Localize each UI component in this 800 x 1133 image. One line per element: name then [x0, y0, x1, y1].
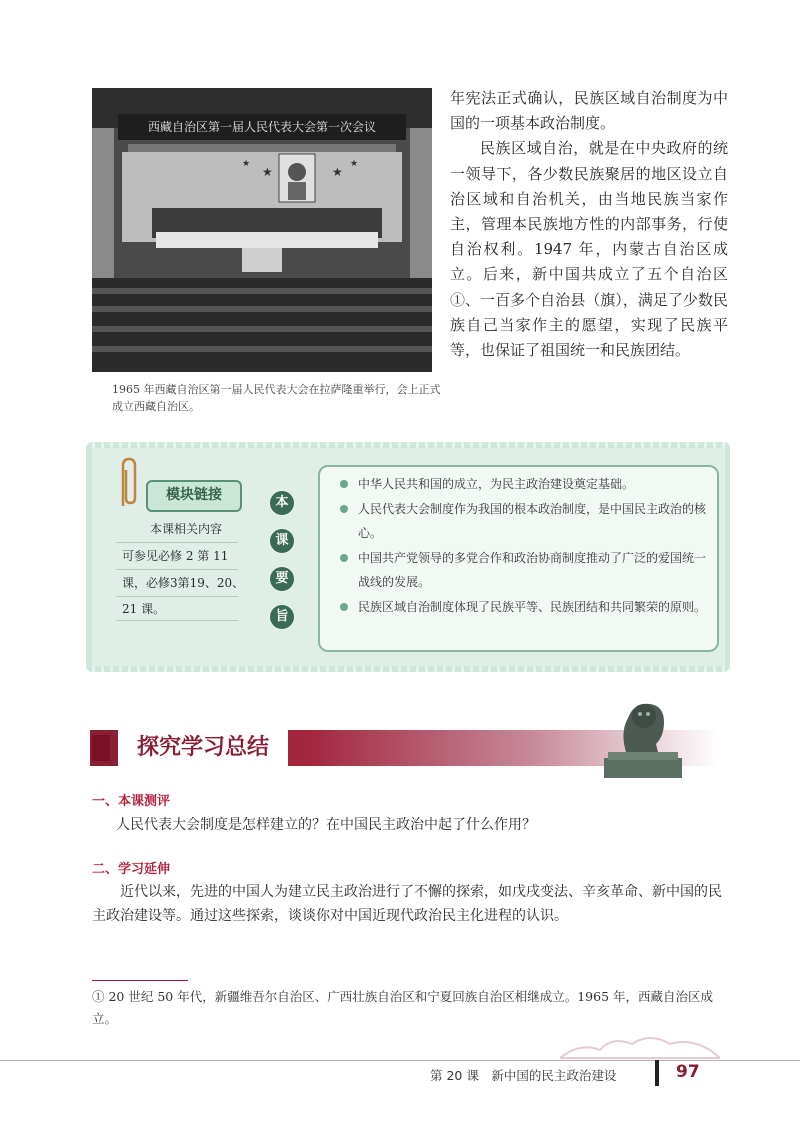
- footer-separator: [655, 1060, 659, 1086]
- footer-lesson-title: 第 20 课 新中国的民主政治建设: [430, 1068, 617, 1083]
- paperclip-icon: [116, 456, 140, 508]
- bullet-icon: [340, 480, 348, 488]
- question-2-text: 近代以来，先进的中国人为建立民主政治进行了不懈的探索，如戊戌变法、辛亥革命、新中国的民主政治建设等。通过这些探索，谈谈你对中国近现代政治民主化进程的认识。: [92, 884, 722, 924]
- footer-rule: [0, 1060, 800, 1061]
- module-rule: [116, 542, 238, 543]
- key-point: 人民代表大会制度作为我国的根本政治制度，是中国民主政治的核心。: [340, 497, 710, 546]
- section-marker: [92, 735, 110, 761]
- cloud-ornament-icon: [560, 1030, 720, 1060]
- key-point: 民族区域自治制度体现了民族平等、民族团结和共同繁荣的原则。: [340, 595, 710, 620]
- footnote-rule: [92, 980, 188, 981]
- footnote: ① 20 世纪 50 年代，新疆维吾尔自治区、广西壮族自治区和宁夏回族自治区相继成立。1965 年，西藏自治区成立。: [92, 989, 713, 1026]
- assembly-photo: [92, 88, 432, 372]
- module-line: 本课相关内容: [150, 522, 223, 536]
- svg-text:★: ★: [350, 159, 359, 169]
- section-title: 探究学习总结: [136, 735, 269, 760]
- module-line: 可参见必修 2 第 11: [122, 549, 229, 563]
- module-rule: [116, 620, 238, 621]
- photo-banner: 西藏自治区第一届人民代表大会第一次会议: [147, 120, 377, 134]
- bullet-icon: [340, 505, 348, 513]
- module-rule: [116, 569, 238, 570]
- module-rule: [116, 596, 238, 597]
- module-title: 模块链接: [166, 487, 222, 503]
- key-badge: 本: [269, 490, 295, 516]
- svg-text:★: ★: [242, 159, 251, 169]
- module-line: 课，必修3第19、20、: [122, 576, 245, 590]
- key-badge: 要: [269, 566, 295, 592]
- key-points-list: [340, 472, 710, 619]
- photo-caption: 1965 年西藏自治区第一届人民代表大会在拉萨隆重举行，会上正式成立西藏自治区。: [112, 383, 441, 413]
- question-2-heading: 二、学习延伸: [92, 862, 171, 877]
- paragraph-1: 年宪法正式确认，民族区域自治制度为中国的一项基本政治制度。: [450, 89, 728, 133]
- key-badge: 旨: [269, 604, 295, 630]
- stone-lion-icon: [598, 692, 688, 780]
- bullet-icon: [340, 603, 348, 611]
- key-point: 中华人民共和国的成立，为民主政治建设奠定基础。: [340, 472, 710, 497]
- question-1-text: 人民代表大会制度是怎样建立的？在中国民主政治中起了什么作用？: [116, 817, 536, 833]
- svg-text:★: ★: [332, 165, 343, 179]
- bullet-icon: [340, 554, 348, 562]
- question-1-heading: 一、本课测评: [92, 794, 171, 809]
- key-point: 中国共产党领导的多党合作和政治协商制度推动了广泛的爱国统一战线的发展。: [340, 546, 710, 595]
- module-line: 21 课。: [122, 602, 166, 616]
- body-text: [450, 86, 728, 363]
- paragraph-2: 民族区域自治，就是在中央政府的统一领导下，各少数民族聚居的地区设立自治区域和自治机关，由当地民族当家作主，管理本民族地方性的内部事务，行使自治权利。1947 年，内蒙古自治区成立。后来，新中国共成立了五个自治区①、一百多个自治县（旗），满足了少数民族自己当家作主的愿望，实现了民族平等，也保证了祖国统一和民族团结。: [450, 139, 728, 360]
- svg-text:★: ★: [262, 165, 273, 179]
- key-badge: 课: [269, 528, 295, 554]
- page-number: 97: [676, 1062, 700, 1082]
